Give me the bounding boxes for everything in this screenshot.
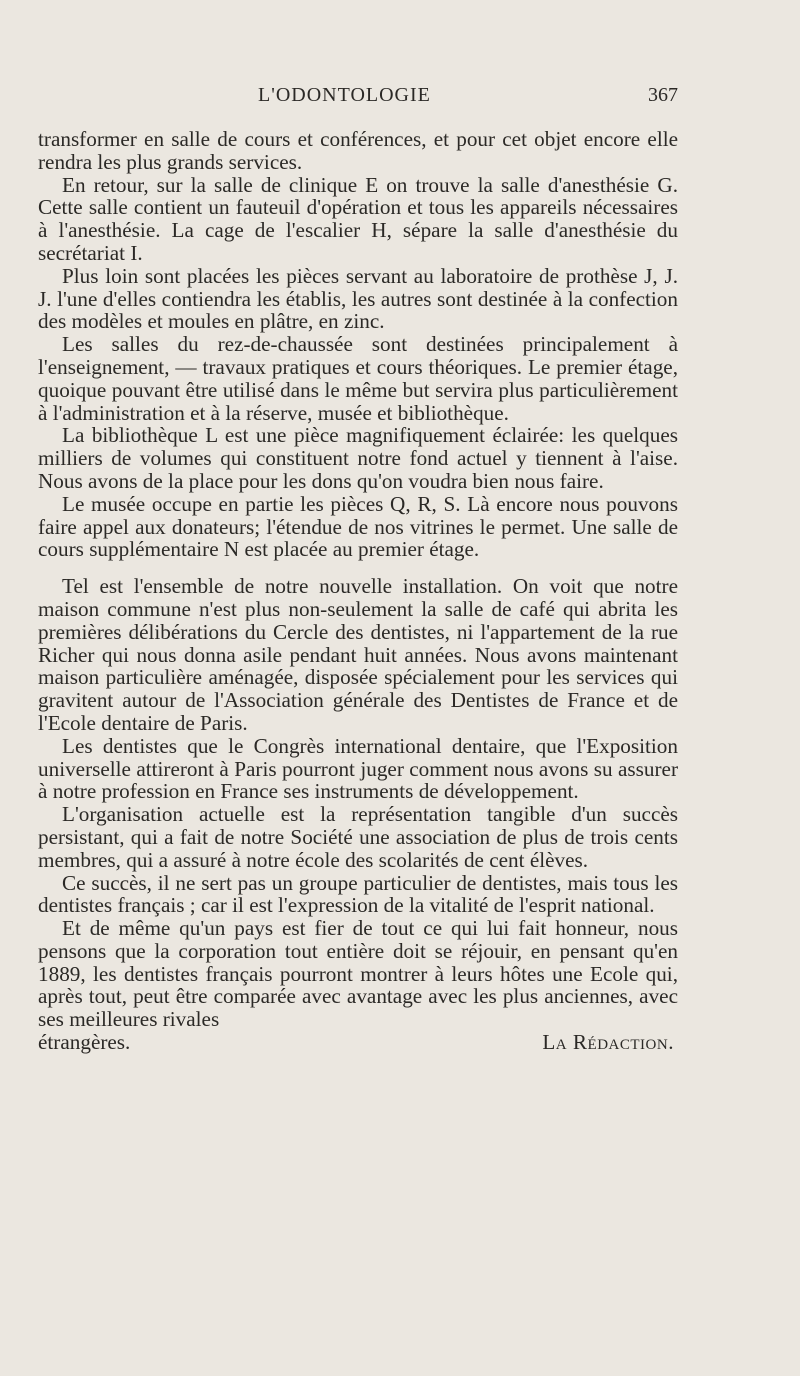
body-text [38, 128, 678, 1054]
signature: La Rédaction. [542, 1030, 674, 1055]
paragraph-congress: Les dentistes que le Congrès international dentaire, que l'Exposition universelle attireront à Paris pourront juger comment nous avons su assurer à notre profession en France ses instruments de développement. [38, 733, 678, 804]
paragraph-continuation: transformer en salle de cours et conférences, et pour cet objet encore elle rendra les plus grands services. [38, 127, 678, 174]
running-head [38, 84, 678, 114]
paragraph-organisation: L'organisation actuelle est la représentation tangible d'un succès persistant, qui a fait de notre Société une association de plus de trois cents membres, qui a assuré à notre école des scolarités de cent élèves. [38, 802, 678, 872]
paragraph-library: La bibliothèque L est une pièce magnifiquement éclairée: les quelques milliers de volumes qui constituent notre fond actuel y tiennent à l'aise. Nous avons de la place pour les dons qu'on voudra bien nous faire. [38, 423, 678, 493]
paragraph-museum: Le musée occupe en partie les pièces Q, R, S. Là encore nous pouvons faire appel aux donateurs; l'étendue de nos vitrines le permet. Une salle de cours supplémentaire N est placée au premier étage. [38, 491, 678, 562]
paragraph-anesthesia-room: En retour, sur la salle de clinique E on trouve la salle d'anesthésie G. Cette salle contient un fauteuil d'opération et tous les appareils nécessaires à l'anesthésie. La cage de l'escalier H, sépare la salle d'anesthésie du secrétariat I. [38, 172, 678, 265]
paragraph-national-pride: Et de même qu'un pays est fier de tout ce qui lui fait honneur, nous pensons que la corporation tout entière doit se réjouir, en pensant qu'en 1889, les dentistes français pourront montrer à leurs hôtes une Ecole qui, après tout, peut être comparée avec avantage avec les plus anciennes, avec ses meilleures rivales [38, 916, 678, 1032]
journal-title: L'ODONTOLOGIE [258, 84, 431, 106]
closing-line [38, 1031, 678, 1054]
page-number: 367 [648, 84, 678, 106]
closing-words: étrangères. [38, 1030, 131, 1055]
paragraph-ground-floor: Les salles du rez-de-chaussée sont destinées principalement à l'enseignement, — travaux pratiques et cours théoriques. Le premier étage, quoique pouvant être utilisé dans le même but servira plus particulièrement à l'administration et à la réserve, musée et bibliothèque. [38, 332, 678, 425]
paragraph-success: Ce succès, il ne sert pas un groupe particulier de dentistes, mais tous les dentistes français ; car il est l'expression de la vitalité de l'esprit national. [38, 870, 678, 918]
paragraph-installation: Tel est l'ensemble de notre nouvelle installation. On voit que notre maison commune n'est plus non-seulement la salle de café qui abrita les premières délibérations du Cercle des dentistes, ni l'appartement de la rue Richer qui nous donna asile pendant huit années. Nous avons maintenant maison particulière aménagée, disposée spécialement pour les services qui gravitent autour de l'Association générale des Dentistes de France et de l'Ecole dentaire de Paris. [38, 574, 678, 735]
paragraph-prosthesis-lab: Plus loin sont placées les pièces servant au laboratoire de prothèse J, J. J. l'une d'elles contiendra les établis, les autres sont destinée à la confection des modèles et moules en plâtre, en zinc. [38, 263, 678, 334]
